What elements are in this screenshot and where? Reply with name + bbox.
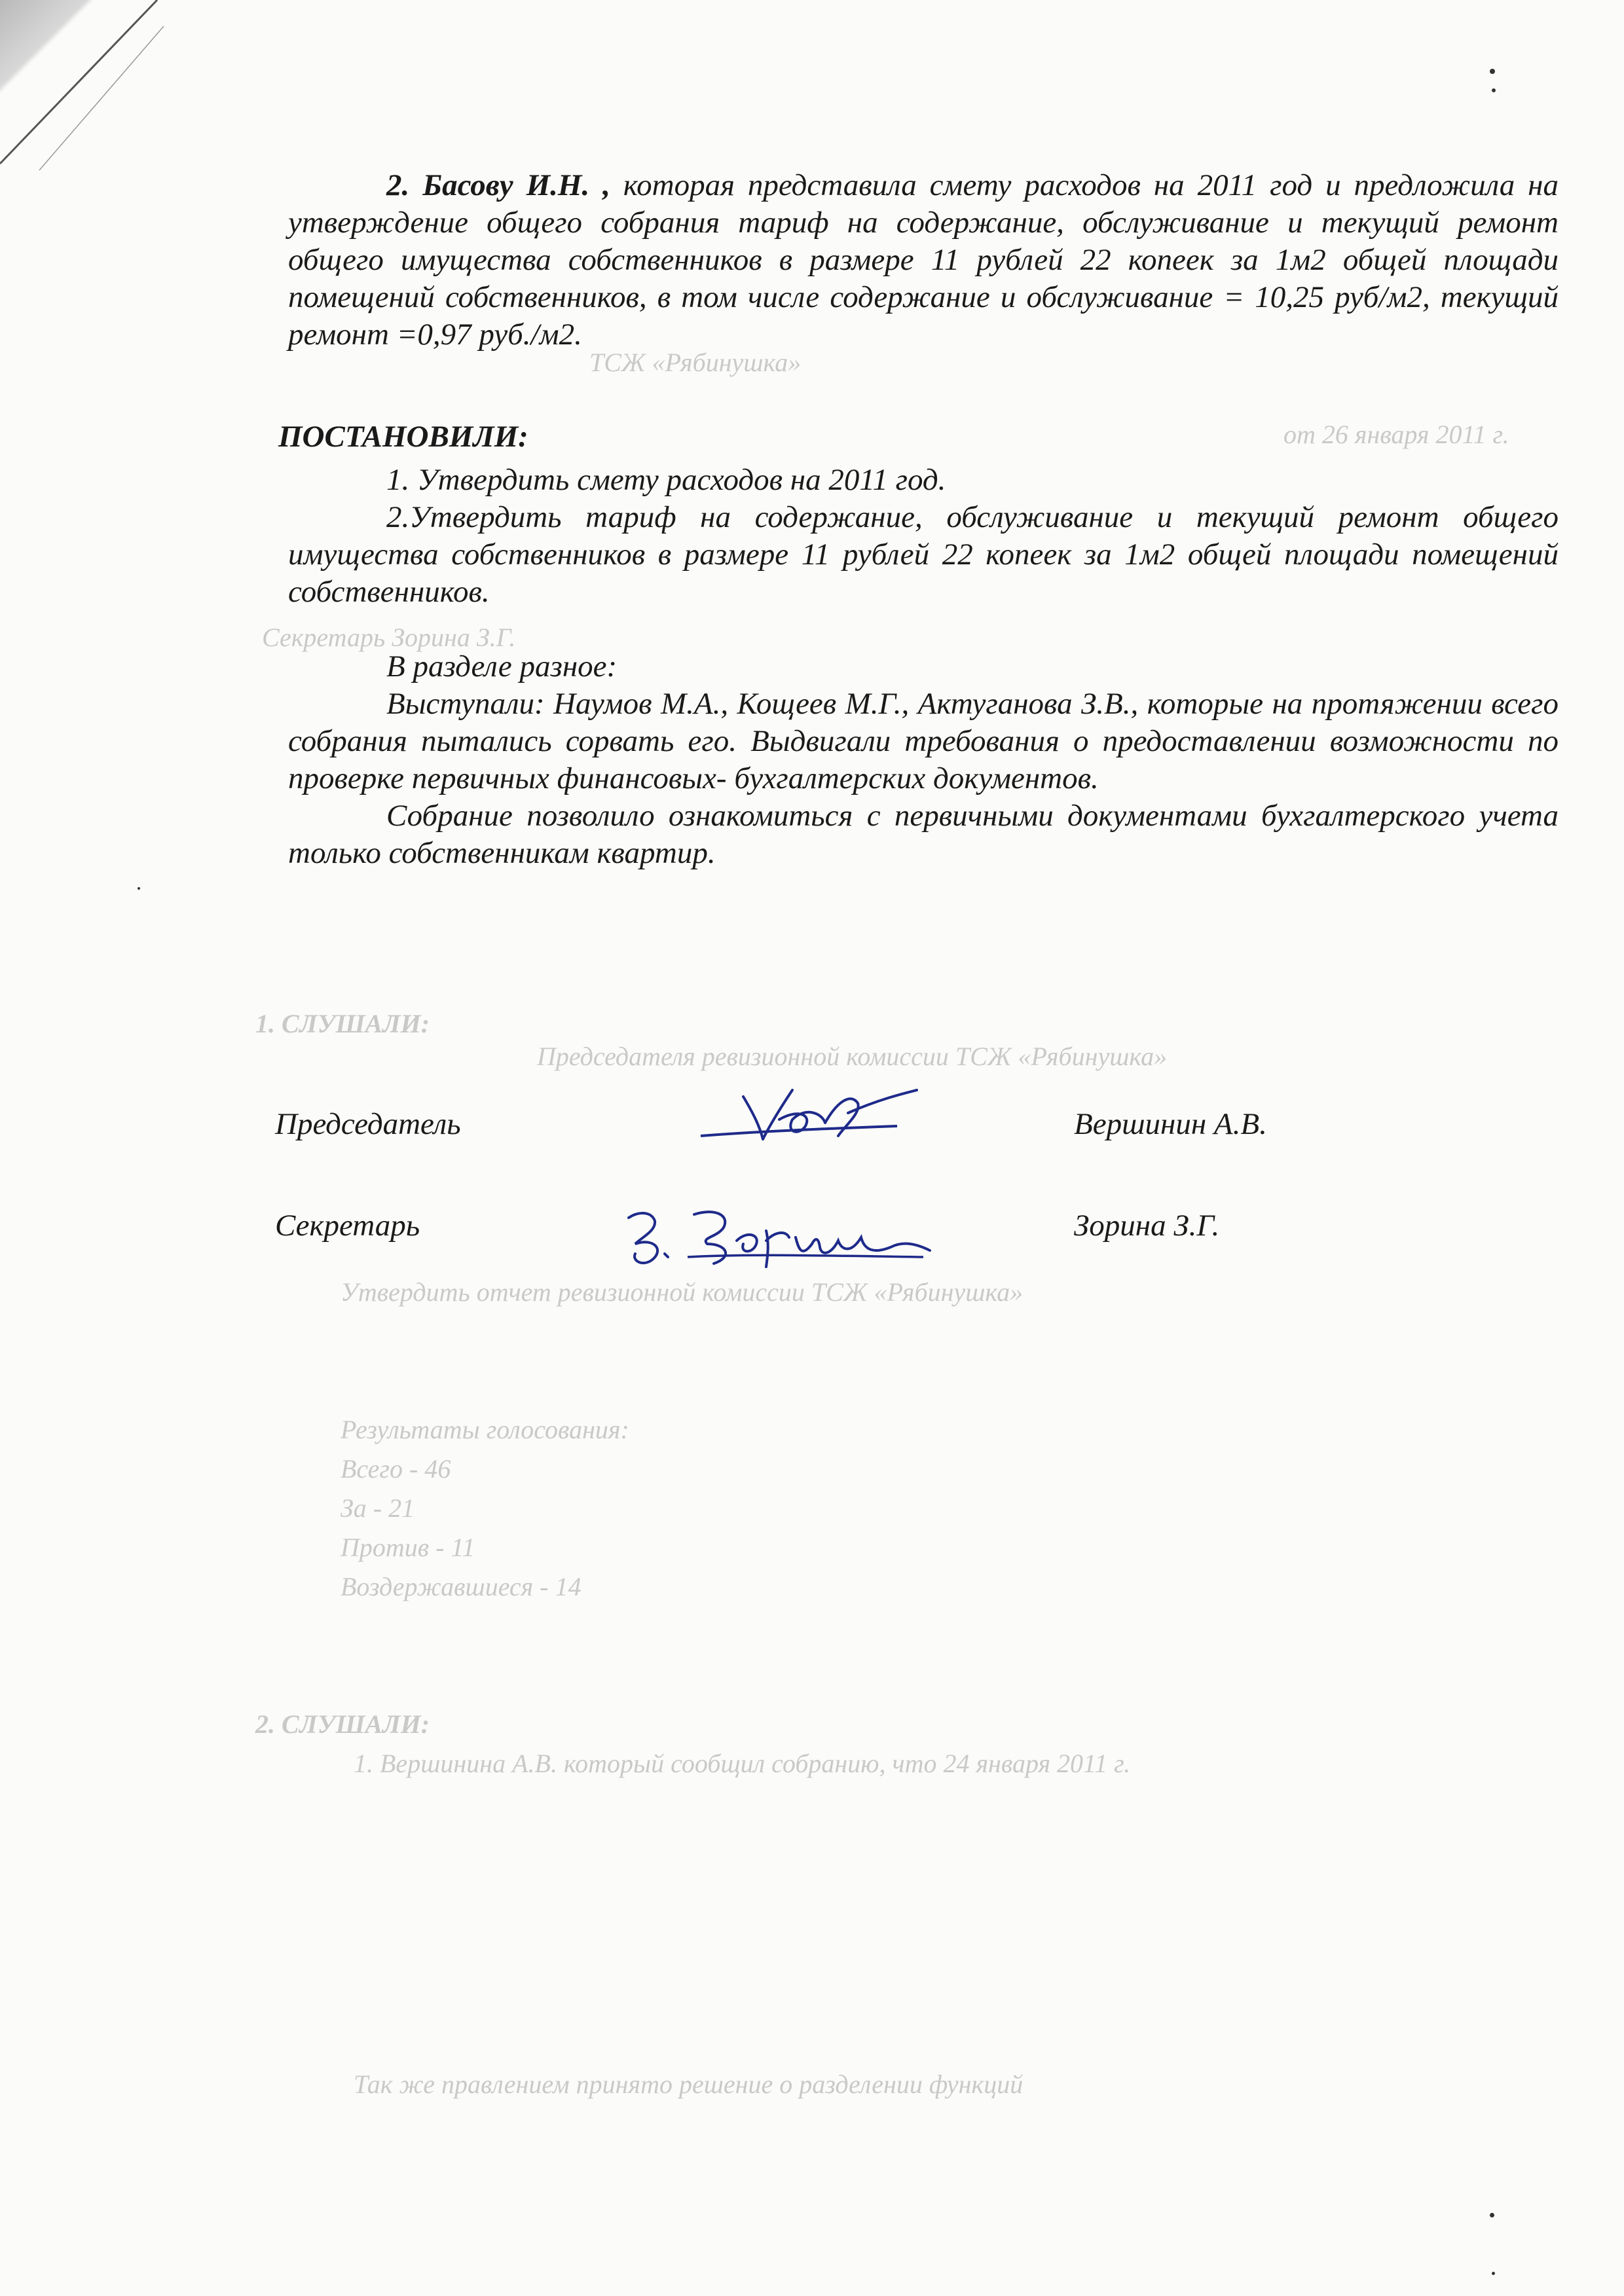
secretary-signature [616, 1192, 943, 1277]
bleed-through-text: Председателя ревизионной комиссии ТСЖ «Рябинушка» [537, 1042, 1168, 1071]
scan-speck [1492, 2272, 1495, 2275]
bleed-through-text: от 26 января 2011 г. [1283, 420, 1509, 449]
chair-label: Председатель [275, 1107, 461, 1141]
bleed-through-text: Утвердить отчет ревизионной комиссии ТСЖ «Рябинушка» [341, 1277, 1024, 1307]
chair-signature [681, 1074, 930, 1165]
bleed-through-text: 1. СЛУШАЛИ: [255, 1009, 430, 1038]
resolved-point-1: 1. Утвердить смету расходов на 2011 год. [386, 463, 946, 497]
scan-edge-line [0, 0, 196, 196]
item-2-paragraph [288, 167, 1559, 354]
scan-speck [138, 887, 140, 890]
bleed-through-text: Всего - 46 [341, 1454, 451, 1484]
scan-speck [1492, 88, 1496, 92]
misc-speakers-paragraph: Выступали: Наумов М.А., Кощеев М.Г., Актуганова З.В., которые на протяжении всего собрания пытались сорвать его. Выдвигали требования о предоставлении возможности по проверке первичных финансовых- бухгалтерских документов. [288, 687, 1559, 795]
bleed-through-text: Секретарь Зорина З.Г. [262, 623, 516, 652]
bleed-through-text: За - 21 [341, 1493, 415, 1523]
chair-name: Вершинин А.В. [1074, 1107, 1267, 1141]
resolved-point-2: 2.Утвердить тариф на содержание, обслуживание и текущий ремонт общего имущества собственников в размере 11 рублей 22 копеек за 1м2 общей площади помещений собственников. [288, 500, 1559, 609]
bleed-through-text: Воздержавшиеся - 14 [341, 1572, 581, 1601]
secretary-label: Секретарь [275, 1209, 420, 1243]
bleed-through-text: Против - 11 [341, 1533, 475, 1562]
resolved-heading: ПОСТАНОВИЛИ: [278, 420, 528, 454]
bleed-through-text: Результаты голосования: [341, 1415, 629, 1444]
scan-speck [1490, 2213, 1494, 2217]
secretary-name: Зорина З.Г. [1074, 1209, 1220, 1243]
scan-speck [1490, 69, 1495, 74]
bleed-through-text: ТСЖ «Рябинушка» [589, 348, 802, 377]
bleed-through-text: 2. СЛУШАЛИ: [255, 1709, 430, 1739]
misc-section-heading: В разделе разное: [386, 649, 618, 683]
item-2-person: 2. Басову И.Н. , [386, 168, 610, 202]
item-2-text: которая представила смету расходов на 2011 год и предложила на утверждение общего собрания тариф на содержание, обслуживание и текущий ремонт общего имущества собственников в размере 11 рублей 22 копеек за 1м2 общей площади помещений собственников, в том числе содержание и обслуживание = 10,25 руб/м2, текущий ремонт =0,97 руб./м2. [288, 168, 1559, 352]
bleed-through-text: Так же правлением принято решение о разделении функций [354, 2069, 1024, 2099]
misc-decision-paragraph: Собрание позволило ознакомиться с первичными документами бухгалтерского учета только собственникам квартир. [288, 799, 1559, 870]
bleed-through-text: 1. Вершинина А.В. который сообщил собранию, что 24 января 2011 г. [354, 1749, 1131, 1778]
